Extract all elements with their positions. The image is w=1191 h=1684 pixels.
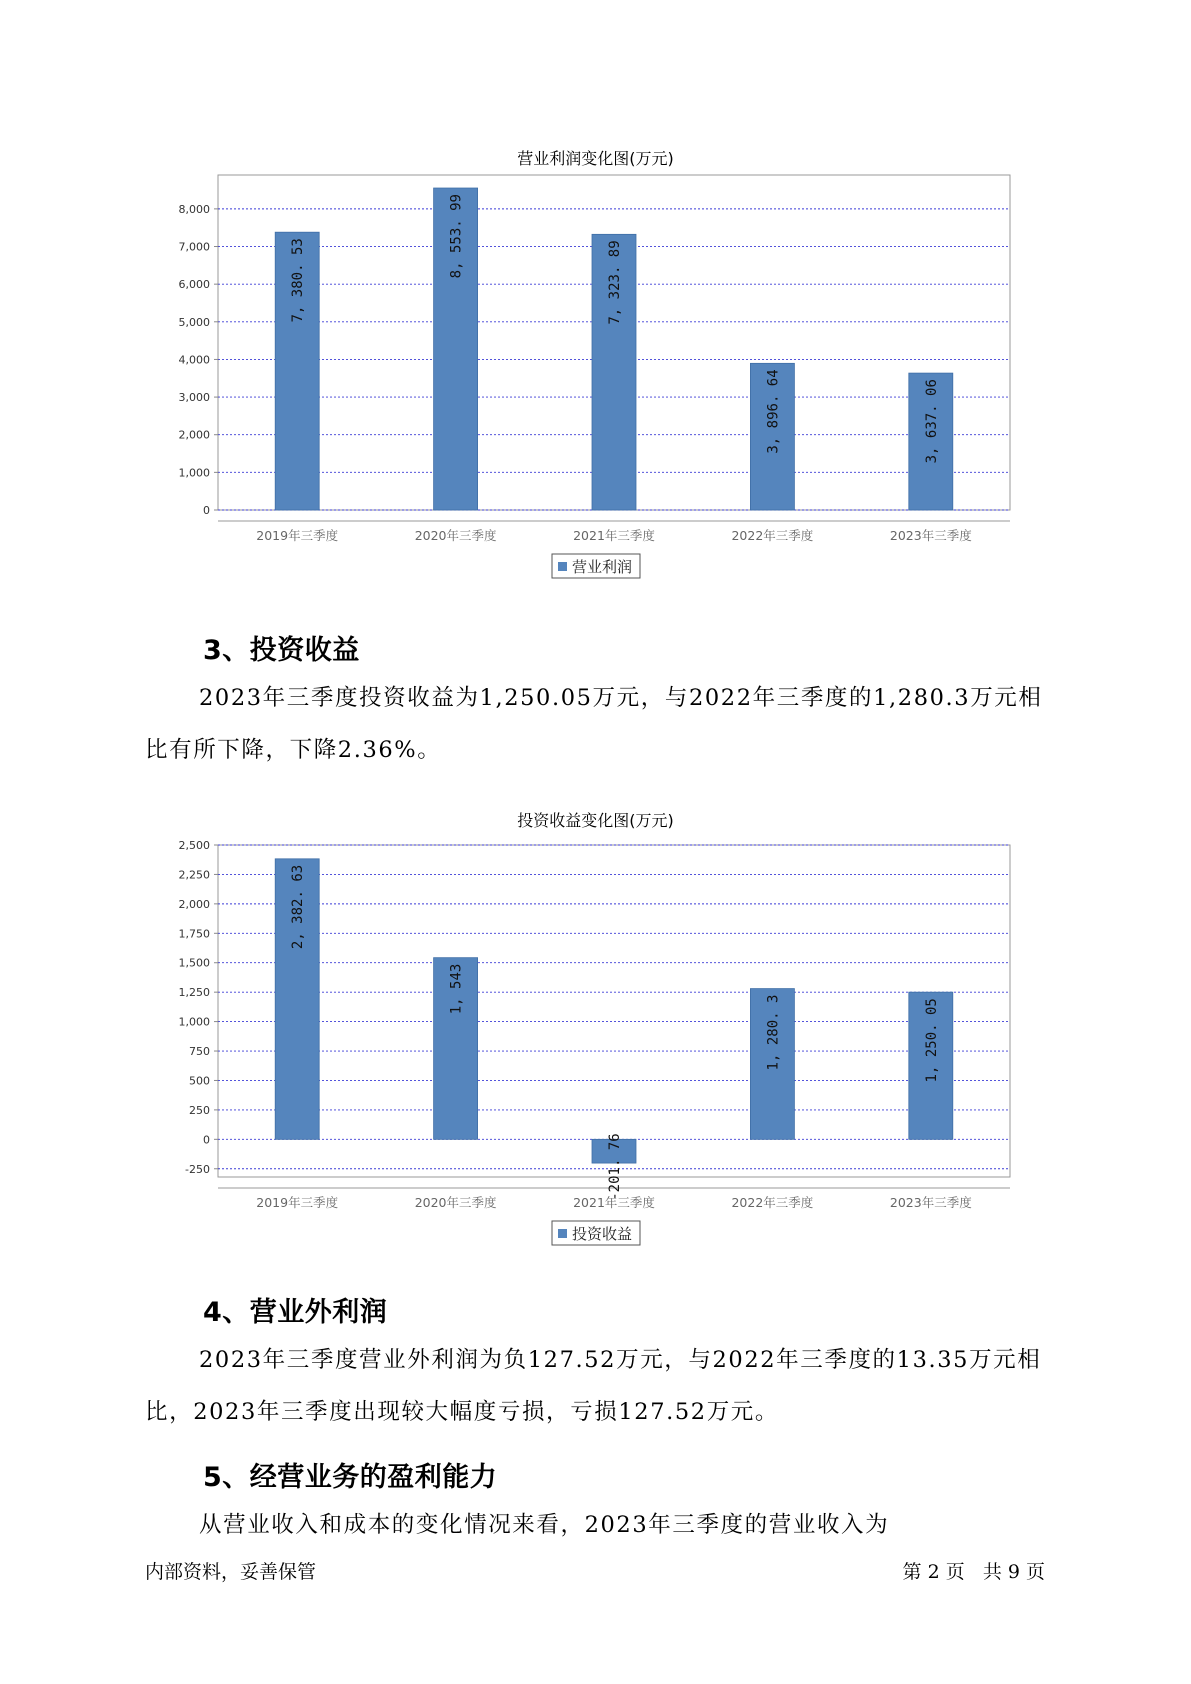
x-tick-label: 2022年三季度: [731, 528, 814, 543]
y-tick-label: 2,000: [178, 428, 210, 442]
paragraph-profitability: 从营业收入和成本的变化情况来看，2023年三季度的营业收入为: [199, 1512, 890, 1538]
x-tick-label: 2020年三季度: [414, 528, 497, 543]
plot-area: [218, 845, 1010, 1177]
section-heading-investment: 3、投资收益: [203, 635, 360, 666]
y-tick-label: 6,000: [178, 278, 210, 292]
y-tick-label: 3,000: [178, 391, 210, 405]
bar-value-label: 1, 543: [448, 963, 465, 1015]
y-tick-label: 4,000: [178, 353, 210, 367]
y-tick-label: 250: [189, 1103, 210, 1117]
bar-value-label: 1, 250. 05: [923, 998, 940, 1083]
bar-value-label: 7, 380. 53: [290, 238, 307, 323]
bar-value-label: 1, 280. 3: [765, 994, 782, 1071]
y-tick-label: 2,250: [178, 868, 210, 882]
y-tick-label: 5,000: [178, 315, 210, 329]
bar-value-label: 3, 637. 06: [923, 379, 940, 464]
x-tick-label: 2019年三季度: [256, 1195, 339, 1210]
bar-value-label: -201. 76: [607, 1133, 623, 1201]
legend-swatch: [558, 1229, 567, 1238]
y-tick-label: 0: [203, 504, 210, 517]
legend: [552, 1221, 640, 1245]
x-tick-label: 2020年三季度: [414, 1195, 497, 1210]
y-tick-label: 1,000: [178, 1015, 210, 1029]
section-heading-profitability: 5、经营业务的盈利能力: [203, 1462, 498, 1493]
x-tick-label: 2023年三季度: [889, 1195, 972, 1210]
x-tick-label: 2023年三季度: [889, 528, 972, 543]
chart-title-operating-profit: 营业利润变化图(万元): [517, 149, 674, 168]
y-tick-label: 7,000: [178, 240, 210, 254]
bar-value-label: 3, 896. 64: [765, 369, 782, 454]
legend-swatch: [558, 562, 567, 571]
legend-label: 营业利润: [572, 558, 633, 576]
x-tick-label: 2021年三季度: [573, 528, 655, 543]
bar-value-label: 7, 323. 89: [607, 240, 623, 325]
operating-profit-chart: [0, 170, 1191, 590]
paragraph-investment: 2023年三季度投资收益为1,250.05万元，与2022年三季度的1,280.3万元相比有所下降，下降2.36%。: [145, 685, 1043, 763]
x-tick-label: 2019年三季度: [256, 528, 339, 543]
y-tick-label: 1,750: [178, 927, 210, 941]
section-heading-non-operating: 4、营业外利润: [203, 1297, 388, 1328]
y-tick-label: 8,000: [178, 202, 210, 216]
y-tick-label: 2,000: [178, 897, 210, 911]
legend: [552, 554, 640, 578]
y-tick-label: 500: [189, 1074, 210, 1088]
y-tick-label: 1,500: [178, 956, 210, 970]
chart-title-investment-income: 投资收益变化图(万元): [517, 811, 674, 830]
y-tick-label: 0: [203, 1133, 210, 1147]
bar-value-label: 2, 382. 63: [290, 864, 307, 950]
paragraph-non-operating: 2023年三季度营业外利润为负127.52万元，与2022年三季度的13.35万元相比，2023年三季度出现较大幅度亏损，亏损127.52万元。: [145, 1347, 1042, 1425]
footer-confidential: 内部资料，妥善保管: [145, 1561, 317, 1583]
y-tick-label: 1,250: [178, 986, 210, 1000]
y-tick-label: 1,000: [178, 466, 210, 480]
y-tick-label: -250: [185, 1162, 210, 1176]
x-tick-label: 2021年三季度: [573, 1195, 655, 1210]
bar-value-label: 8, 553. 99: [448, 194, 465, 279]
x-tick-label: 2022年三季度: [731, 1195, 814, 1210]
footer-page-number: 第 2 页 共 9 页: [902, 1561, 1045, 1583]
investment-income-chart: [0, 832, 1191, 1252]
legend-label: 投资收益: [572, 1225, 633, 1243]
y-tick-label: 2,500: [178, 839, 210, 852]
y-tick-label: 750: [189, 1045, 210, 1059]
